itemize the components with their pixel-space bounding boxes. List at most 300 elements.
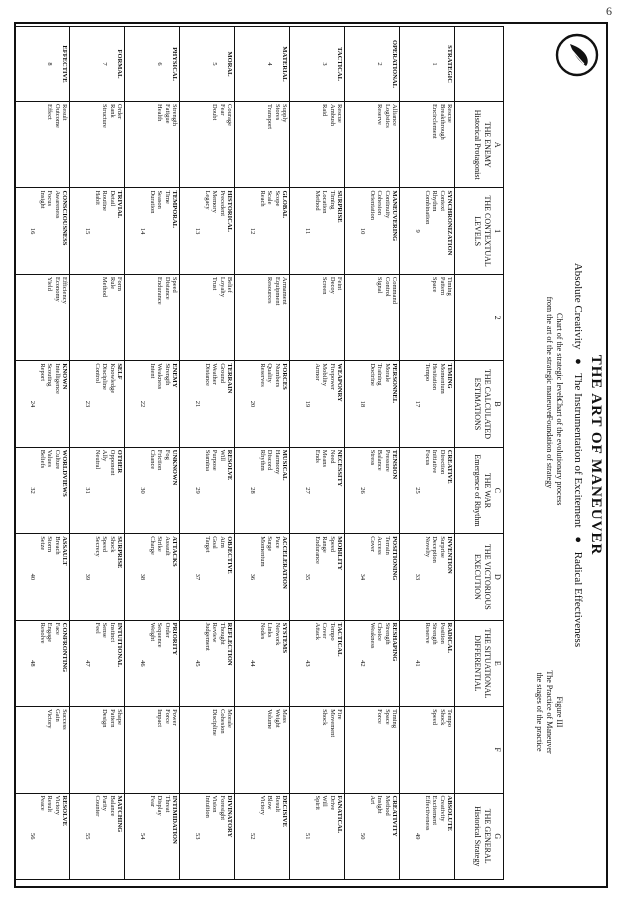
cell-term: Feint [336,276,343,291]
cell-term: Intuition [203,795,211,818]
bullet-icon: ● [572,358,584,365]
column-letter: A [493,141,502,148]
cell-caption: MATCHING [116,795,123,833]
cell-term: Engage [46,622,54,643]
table-row [15,27,70,880]
table-cell [235,793,290,880]
table-cell [235,707,290,793]
cell-term: Foresight [218,795,226,821]
cell-term: Shock [108,536,116,553]
cell-term: Control [383,276,391,297]
cell-term: Force [163,709,171,724]
cell-term-list [211,709,233,790]
cell-term: Target [203,536,211,553]
cell-term: Sense [101,622,109,638]
cell-caption: FANATICAL [336,795,343,834]
cell-term: Quality [266,363,274,383]
table-cell [345,447,400,533]
table-row [290,27,345,880]
cell-term: Ambush [328,104,336,127]
cell-term-list [148,536,170,617]
cell-term: Command [391,276,398,304]
cell-term: Seize [38,536,46,551]
cell-term: Network [273,622,281,646]
cell-term: Need [328,449,336,464]
cell-number: 28 [249,487,257,494]
cell-term: Vision [211,795,219,813]
cell-number: 26 [359,487,367,494]
cell-term: Peace [38,795,46,811]
row-label: EFFECTIVE [61,45,68,83]
page-title: THE ART OF MANEUVER [588,354,604,556]
table-cell [290,620,345,706]
column-header [455,793,504,880]
cell-number: 33 [414,573,422,581]
cell-term: Duration [148,190,156,214]
cell-term: Surge [266,536,274,552]
cell-term-list [258,363,280,444]
cell-number: 44 [249,660,257,667]
cell-term: Rescue [336,104,343,123]
table-cell [400,102,455,188]
cell-term: Signal [376,276,384,294]
cell-term-list [423,190,445,271]
table-cell [345,188,400,274]
cell-term: Logistics [383,104,391,128]
table-cell [235,274,290,360]
cell-number: 23 [84,400,92,408]
cell-term: Season [156,190,164,209]
cell-number: 21 [194,400,202,408]
cell-caption: INTUITIONAL [116,622,123,668]
cell-term: Ally [101,449,109,462]
cell-number: 42 [359,660,367,667]
figure-left-title: Chart of the strategic levels [555,313,564,401]
cell-term: Pace [273,536,281,549]
cell-term-list [376,277,398,358]
cell-term: Weakness [156,363,164,390]
subtitle-item: Radical Effectiveness [572,551,584,648]
cell-term: Goal [211,536,219,549]
row-header [345,27,400,102]
cell-term: Scale [266,190,274,205]
cell-term: Deception [431,536,439,563]
cell-term-list [203,623,225,704]
cell-term-list [148,363,170,444]
cell-term: Morale [226,709,233,728]
cell-term-list [148,796,170,878]
column-sublabel: Emergence of Rhythm [473,454,482,527]
cell-term-list [368,796,390,878]
cell-term: Health [156,104,164,122]
row-number: 8 [45,62,53,66]
cell-term: Outcome [53,104,61,128]
cell-term: Stamina [203,449,211,472]
cell-term: Focus [423,449,431,466]
table-cell [15,447,70,533]
cell-caption: CONFRONTING [61,622,68,673]
cell-term-list [38,623,60,704]
table-cell [125,274,180,360]
table-cell [345,534,400,620]
cell-term: Initiative [431,449,439,474]
cell-caption: RESOLVE [226,449,233,481]
cell-term: Feel [93,622,101,634]
row-number: 2 [375,62,383,66]
cell-term: Movement [328,709,336,738]
cell-term: Result [273,795,281,813]
row-number: 1 [430,62,438,66]
subtitle-item: The Instrumentation of Excitement [572,373,584,528]
cell-term-list [266,277,288,358]
table-cell [180,102,235,188]
table-row [400,27,455,880]
cell-term-list [203,450,225,531]
table-cell [345,361,400,447]
cell-term: Judgement [203,622,211,651]
table-cell [290,361,345,447]
cell-caption: KNOWN [61,363,68,390]
cell-term: Mass [281,709,288,723]
cell-term-list [368,536,390,617]
cell-caption: RADICAL [446,622,453,653]
cell-term: Courage [226,104,233,127]
cell-term: Intelligence [53,363,61,394]
cell-number: 48 [29,660,37,667]
cell-term-list [93,536,115,617]
column-header [455,102,504,188]
cell-caption: ABSOLUTE [446,795,453,831]
cell-term: Aim [218,536,226,548]
cell-term: Encirclement [431,104,439,139]
table-row [345,27,400,880]
table-row [70,27,125,880]
cell-term: Threat [163,795,171,813]
cell-caption: PERSONNEL [391,363,398,404]
cell-term: Doctrine [368,363,376,387]
cell-caption: REFLECTION [226,622,233,666]
cell-term: Stores [273,104,281,121]
column-header [455,447,504,533]
cell-number: 35 [304,573,312,581]
cell-term: Numbers [273,363,281,388]
table-cell [290,188,345,274]
table-cell [400,274,455,360]
cell-term: Discipline [101,363,109,391]
cell-term: Breach [53,536,61,555]
cell-term: Insight [38,190,46,209]
cell-number: 31 [84,487,92,494]
cell-term: Blow [266,795,274,810]
cell-term: Excitement [431,795,439,826]
table-cell [70,793,125,880]
cell-number: 37 [194,573,202,581]
cell-term: Method [101,276,109,298]
cell-term: Terrain [383,536,391,555]
cell-term-list [46,709,68,790]
row-number: 3 [320,62,328,66]
cell-term: Assault [163,536,171,556]
cell-caption: TRIVIAL [116,190,123,219]
cell-term: Reserve [376,104,384,125]
cell-term: Rescue [446,104,453,123]
table-cell [70,447,125,533]
column-sublabel: Historical Protagonist [473,109,482,180]
cell-term: Victory [258,795,266,815]
cell-term-list [93,796,115,878]
cell-term: Orientation [368,190,376,221]
table-cell [70,102,125,188]
cell-term: Success [61,709,68,730]
cell-term: Balance [376,449,384,471]
column-header [455,707,504,793]
cell-term: Effect [46,104,54,120]
table-cell [70,361,125,447]
cell-term: Training [376,363,384,386]
cell-number: 19 [304,400,312,408]
table-cell [70,707,125,793]
cell-number: 40 [29,573,37,581]
table-cell [15,793,70,880]
table-header-row [455,27,504,880]
cell-number: 14 [139,227,147,235]
cell-caption: ATTACKS [171,536,178,567]
cell-term: Purpose [211,449,219,471]
cell-term: Will [321,795,329,807]
cell-term: Sequence [156,622,164,648]
cell-term-list [38,363,60,444]
cell-caption: POSITIONING [391,536,398,581]
cell-term: Resources [266,276,274,304]
cell-term: Culture [53,449,61,470]
cell-caption: GLOBAL [281,190,288,219]
cell-caption: TIMING [446,363,453,389]
cell-caption: MANEUVERING [391,190,398,241]
column-letter: F [493,747,502,752]
cell-term: Charge [148,536,156,555]
cell-term-list [211,277,233,358]
cell-term: Parity [101,795,109,812]
table-cell [290,534,345,620]
table-cell [400,188,455,274]
table-row [235,27,290,880]
cell-term-list [368,450,390,531]
cell-term-list [266,104,288,185]
cell-caption: SYSTEMS [281,622,288,653]
table-cell [180,793,235,880]
cell-term-list [431,104,453,185]
column-letter: B [493,401,502,407]
cell-term: Friction [156,449,164,471]
cell-term: Hesitation [431,363,439,391]
cell-term-list [258,796,280,878]
table-cell [125,102,180,188]
cell-number: 17 [414,400,422,408]
cell-term: Form [116,276,123,291]
cell-number: 9 [414,229,422,233]
cell-number: 15 [84,227,92,235]
column-header [455,534,504,620]
cell-number: 56 [29,833,37,840]
maneuver-table [14,26,504,880]
cell-term: Rank [108,104,116,118]
row-header [235,27,290,102]
cell-term: Speed [101,536,109,553]
cell-number: 16 [29,227,37,235]
cell-term: Cover [321,622,329,639]
cell-term: Armor [313,363,321,381]
cell-term-list [313,190,335,271]
cell-term-list [423,450,445,531]
cell-term: Decoy [328,276,336,294]
cell-term: Resolve [38,622,46,644]
cell-term: Timing [446,276,453,296]
cell-caption: HISTORICAL [226,190,233,232]
cell-caption: MOBILITY [336,536,343,571]
row-header [290,27,345,102]
bullet-icon: ● [572,536,584,543]
cell-term: Stress [368,449,376,466]
cell-term: Cohesion [376,190,384,215]
cell-term: Display [156,795,164,816]
row-label: STRATEGIC [446,45,453,83]
table-cell [125,361,180,447]
cell-term: Equipment [273,276,281,306]
cell-term: Trust [211,276,219,291]
cell-term: Mobility [321,363,329,387]
row-label: TACTICAL [336,47,343,81]
cell-term: Firepower [328,363,336,391]
table-cell [180,274,235,360]
cell-caption: WEAPONRY [336,363,343,402]
column-label: THE SITUATIONAL DIFFERENTIAL [473,628,492,699]
cell-term: Insight [376,795,384,814]
table-cell [345,793,400,880]
column-letter: C [493,487,502,494]
cell-term: Structure [101,104,109,128]
cell-term: Shock [321,709,329,726]
cell-term: Thought [218,622,226,645]
cell-number: 41 [414,660,422,667]
cell-term: Rule [108,276,116,290]
cell-term-list [368,190,390,271]
cell-term-list [156,709,178,790]
column-letter: 2 [493,315,502,320]
row-label: MATERIAL [281,46,288,82]
cell-term-list [93,450,115,531]
cell-caption: SURPRISE [116,536,123,569]
cell-term: Effectiveness [423,795,431,831]
table-cell [70,188,125,274]
cell-term: Momentum [438,363,446,394]
cell-term: Fatigue [163,104,171,124]
table-cell [290,707,345,793]
cell-term-list [321,277,343,358]
row-header [15,27,70,102]
table-cell [345,102,400,188]
table-cell [125,447,180,533]
cell-term: Reserves [258,363,266,387]
row-label: MORAL [226,51,233,77]
cell-term: Storm [46,536,54,553]
cell-term: Rhythm [431,190,439,212]
cell-term: Loyalty [218,276,226,298]
cell-term: Detail [108,190,116,207]
table-cell [15,274,70,360]
cell-term: Economy [53,276,61,302]
figure-right-subnote: the stages of the practice [535,672,544,752]
cell-term-list [266,709,288,790]
cell-term-list [93,190,115,271]
cell-term-list [313,623,335,704]
cell-caption: INVENTION [446,536,453,574]
cell-term: Endurance [313,536,321,564]
cell-number: 20 [249,400,257,408]
table-cell [235,447,290,533]
cell-term: Force [376,709,384,724]
figure-left-note: from the art of the strategic maneuver [545,296,554,418]
table-cell [400,707,455,793]
cell-number: 46 [139,660,147,667]
cell-number: 45 [194,660,202,667]
table-cell [15,361,70,447]
table-cell [70,274,125,360]
table-cell [15,102,70,188]
cell-term-list [313,796,335,878]
cell-caption: TENSION [391,449,398,480]
cell-term: Method [313,190,321,211]
column-label: THE CONTEXTUAL LEVELS [473,195,492,267]
figure-center-note: Foundation of strategy [545,415,554,489]
column-label: THE ENEMY [483,121,492,168]
cell-number: 25 [414,487,422,494]
cell-term-list [38,536,60,617]
cell-term: Power [171,709,178,726]
cell-term: Impact [156,709,164,728]
cell-term: Creativity [438,795,446,822]
cell-term: Spirit [313,795,321,810]
cell-term-list [321,104,343,185]
cell-caption: INTIMIDATION [171,795,178,844]
cell-term: Discipline [211,709,219,736]
cell-term-list [38,190,60,271]
column-label: THE GENERAL [483,808,492,864]
cell-term: Precedent [218,190,226,217]
table-cell [235,361,290,447]
table-cell [125,707,180,793]
cell-term: Reach [258,190,266,207]
cell-term: Efficiency [61,276,68,304]
column-letter: 1 [493,229,502,234]
cell-term-list [148,623,170,704]
cell-caption: DIVINATORY [226,795,233,838]
cell-term-list [368,363,390,444]
cell-term: Instinct [108,622,116,643]
cell-term: Fear [218,104,226,116]
table-cell [15,188,70,274]
cell-term: Pattern [438,276,446,296]
cell-term: Opponent [108,449,116,476]
column-label: THE WAR [483,472,492,509]
cell-term: Secrecy [93,536,101,557]
cell-term: Strength [431,622,439,645]
cell-caption: OTHER [116,449,123,474]
cell-term: Armament [281,276,288,305]
cell-term: Order [163,622,171,638]
table-cell [70,620,125,706]
cell-term-list [258,536,280,617]
cell-number: 30 [139,487,147,494]
